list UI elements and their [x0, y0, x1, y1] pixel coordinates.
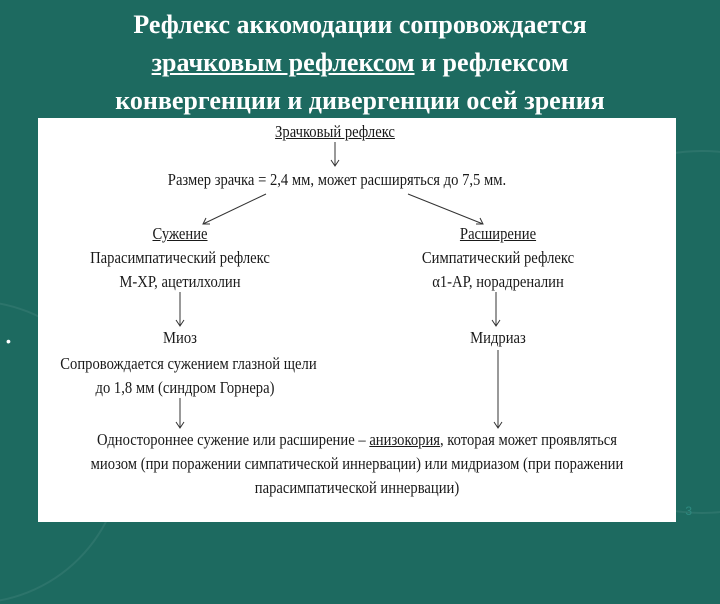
title-line-1: Рефлекс аккомодации сопровождается — [133, 10, 587, 39]
right-heading: Расширение — [459, 224, 537, 243]
title-line-2 — [0, 44, 720, 82]
slide-title — [0, 6, 720, 120]
anisocoria-line-3: парасимпатической иннервации) — [254, 478, 460, 497]
left-result-miosis: Миоз — [163, 328, 197, 347]
anisocoria-term: анизокория — [369, 430, 440, 449]
title-line-2-rest: и рефлексом — [414, 48, 569, 77]
anisocoria-line-2: миозом (при поражении симпатической иннервации) или мидриазом (при поражении — [90, 454, 624, 473]
arrow-size-to-left — [203, 194, 266, 224]
right-line-1: Симпатический рефлекс — [421, 248, 575, 267]
left-heading: Сужение — [152, 224, 208, 243]
anisocoria-line-1: Одностороннее сужение или расширение – анизокория, которая может проявляться — [96, 430, 618, 449]
title-line-3: конвергенции и дивергенции осей зрения — [115, 86, 605, 115]
diagram-panel — [38, 118, 676, 522]
diagram-top-label: Зрачковый рефлекс — [275, 122, 395, 141]
arrow-size-to-right — [408, 194, 483, 224]
bullet-mark: • — [6, 333, 11, 349]
miosis-desc-1: Сопровождается сужением глазной щели — [60, 354, 317, 373]
title-underlined-term: зрачковым рефлексом — [151, 48, 415, 77]
miosis-desc-2: до 1,8 мм (синдром Горнера) — [95, 378, 275, 397]
left-line-2: М-ХР, ацетилхолин — [119, 272, 241, 291]
pupil-size-text: Размер зрачка = 2,4 мм, может расширяться до 7,5 мм. — [167, 170, 507, 189]
right-result-mydriasis: Мидриаз — [470, 328, 526, 347]
left-line-1: Парасимпатический рефлекс — [90, 248, 270, 267]
slide-number: 3 — [685, 504, 692, 518]
right-line-2: α1-АР, норадреналин — [432, 272, 564, 291]
